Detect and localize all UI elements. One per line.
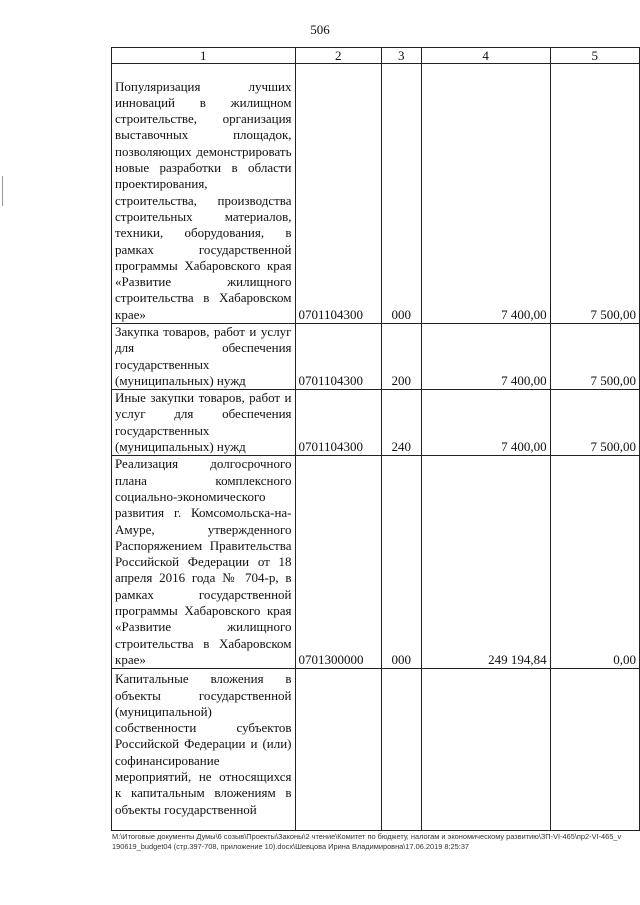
page-number: 506	[310, 22, 330, 37]
row-value-2: 7 500,00	[550, 64, 639, 324]
row-value-1	[421, 669, 550, 831]
table-row	[112, 64, 640, 324]
row-kind: 000	[382, 64, 422, 324]
budget-table	[111, 47, 640, 831]
document-path-footer: M:\Итоговые документы Думы\6 созыв\Проекты\Законы\2 чтение\Комитет по бюджету, налогам и экономическому развитию\ЗП-VI-465\пр2-VI-465_v190619_budget04 (стр.397-708, приложение 10).docx\Шевцова Ирина Владимировна\17.06.2019 8:25:37	[112, 832, 622, 851]
row-description: Популяризация лучших инноваций в жилищном строительстве, организация выставочных площадок, позволяющих демонстрировать новые разработки в области проектирования, строительства, производства строительных материалов, техники, оборудования, в рамках государственной программы Хабаровского края «Развитие жилищного строительства в Хабаровском крае»	[112, 64, 296, 324]
column-header-3: 3	[382, 48, 422, 64]
row-code	[295, 669, 382, 831]
table-header-row	[112, 48, 640, 64]
column-header-1: 1	[112, 48, 296, 64]
row-kind: 240	[382, 390, 422, 456]
column-header-4: 4	[421, 48, 550, 64]
row-description: Закупка товаров, работ и услуг для обеспечения государственных (муниципальных) нужд	[112, 324, 296, 390]
row-code: 0701104300	[295, 64, 382, 324]
row-code: 0701104300	[295, 324, 382, 390]
row-value-2: 7 500,00	[550, 324, 639, 390]
row-code: 0701104300	[295, 390, 382, 456]
row-description: Реализация долгосрочного плана комплексного социально-экономического развития г. Комсомольска-на-Амуре, утвержденного Распоряжением Правительства Российской Федерации от 18 апреля 2016 года № 704-р, в рамках государственной программы Хабаровского края «Развитие жилищного строительства в Хабаровском крае»	[112, 456, 296, 669]
row-value-1: 7 400,00	[421, 324, 550, 390]
row-description: Капитальные вложения в объекты государственной (муниципальной) собственности субъектов Российской Федерации и (или) софинансирование мероприятий, не относящихся к капитальным вложениям в объекты государственной	[112, 669, 296, 831]
row-code: 0701300000	[295, 456, 382, 669]
row-value-1: 7 400,00	[421, 390, 550, 456]
row-value-2	[550, 669, 639, 831]
row-value-2: 0,00	[550, 456, 639, 669]
row-kind: 200	[382, 324, 422, 390]
row-value-1: 7 400,00	[421, 64, 550, 324]
column-header-5: 5	[550, 48, 639, 64]
row-value-1: 249 194,84	[421, 456, 550, 669]
margin-mark	[2, 176, 3, 206]
row-value-2: 7 500,00	[550, 390, 639, 456]
row-kind: 000	[382, 456, 422, 669]
row-kind	[382, 669, 422, 831]
table-row	[112, 390, 640, 456]
column-header-2: 2	[295, 48, 382, 64]
table-row	[112, 324, 640, 390]
table-row	[112, 669, 640, 831]
table-row	[112, 456, 640, 669]
row-description: Иные закупки товаров, работ и услуг для обеспечения государственных (муниципальных) нужд	[112, 390, 296, 456]
